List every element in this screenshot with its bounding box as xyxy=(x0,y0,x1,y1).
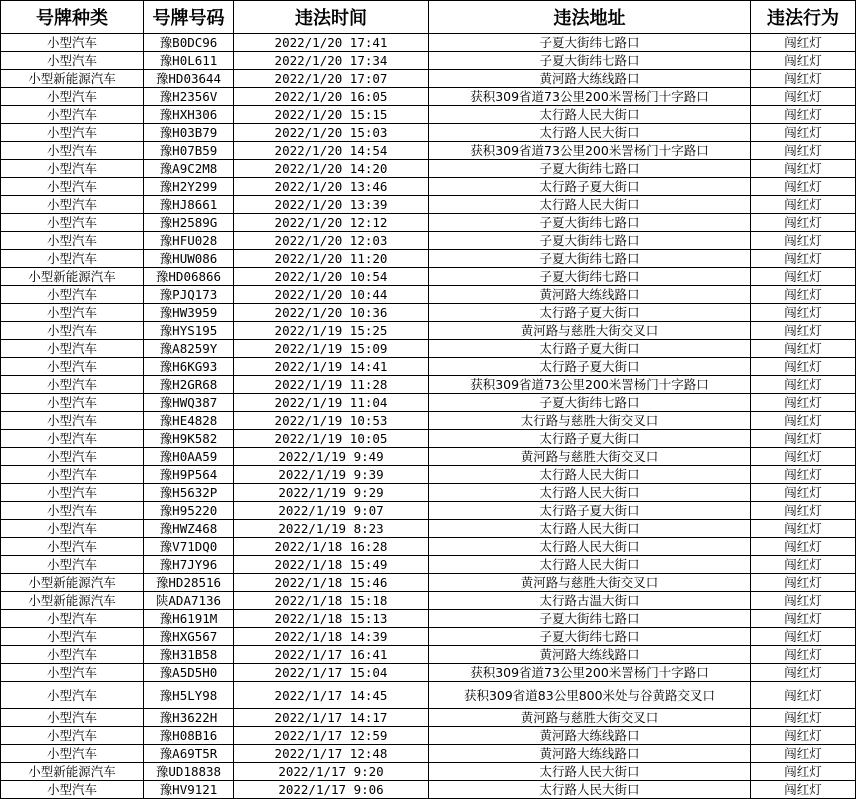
cell-violation-time[interactable]: 2022/1/20 11:20 xyxy=(234,250,429,268)
cell-violation-address[interactable]: 子夏大街纬七路口 xyxy=(429,250,751,268)
cell-violation-address[interactable]: 太行路人民大街口 xyxy=(429,484,751,502)
cell-plate-number[interactable]: 豫HUW086 xyxy=(144,250,234,268)
cell-plate-type[interactable]: 小型汽车 xyxy=(1,160,144,178)
table-row[interactable] xyxy=(1,52,856,70)
cell-plate-number[interactable]: 豫H03B79 xyxy=(144,124,234,142)
cell-violation-behavior[interactable]: 闯红灯 xyxy=(751,52,856,70)
table-row[interactable] xyxy=(1,340,856,358)
cell-plate-type[interactable]: 小型汽车 xyxy=(1,628,144,646)
cell-plate-type[interactable]: 小型汽车 xyxy=(1,232,144,250)
cell-plate-number[interactable]: 豫HXH306 xyxy=(144,106,234,124)
cell-violation-behavior[interactable]: 闯红灯 xyxy=(751,232,856,250)
cell-violation-address[interactable]: 黄河路与慈胜大街交叉口 xyxy=(429,448,751,466)
cell-plate-type[interactable]: 小型汽车 xyxy=(1,556,144,574)
cell-violation-behavior[interactable]: 闯红灯 xyxy=(751,466,856,484)
cell-plate-type[interactable]: 小型汽车 xyxy=(1,466,144,484)
cell-violation-behavior[interactable]: 闯红灯 xyxy=(751,304,856,322)
cell-plate-type[interactable]: 小型汽车 xyxy=(1,340,144,358)
cell-violation-behavior[interactable]: 闯红灯 xyxy=(751,610,856,628)
cell-plate-type[interactable]: 小型汽车 xyxy=(1,430,144,448)
table-row[interactable] xyxy=(1,430,856,448)
cell-violation-address[interactable]: 太行路人民大街口 xyxy=(429,466,751,484)
table-row[interactable] xyxy=(1,763,856,781)
table-row[interactable] xyxy=(1,304,856,322)
cell-violation-time[interactable]: 2022/1/18 15:13 xyxy=(234,610,429,628)
cell-violation-behavior[interactable]: 闯红灯 xyxy=(751,322,856,340)
table-row[interactable] xyxy=(1,70,856,88)
cell-plate-type[interactable]: 小型汽车 xyxy=(1,412,144,430)
cell-violation-address[interactable]: 子夏大街纬七路口 xyxy=(429,628,751,646)
cell-plate-number[interactable]: 豫HXG567 xyxy=(144,628,234,646)
cell-plate-type[interactable]: 小型汽车 xyxy=(1,646,144,664)
cell-plate-number[interactable]: 豫PJQ173 xyxy=(144,286,234,304)
table-row[interactable] xyxy=(1,610,856,628)
cell-violation-address[interactable]: 黄河路大练线路口 xyxy=(429,70,751,88)
cell-plate-number[interactable]: 豫H6191M xyxy=(144,610,234,628)
cell-violation-time[interactable]: 2022/1/19 9:07 xyxy=(234,502,429,520)
cell-violation-time[interactable]: 2022/1/19 15:09 xyxy=(234,340,429,358)
cell-violation-behavior[interactable]: 闯红灯 xyxy=(751,142,856,160)
cell-violation-time[interactable]: 2022/1/20 14:54 xyxy=(234,142,429,160)
cell-violation-time[interactable]: 2022/1/19 10:05 xyxy=(234,430,429,448)
cell-plate-number[interactable]: 豫UD18838 xyxy=(144,763,234,781)
table-row[interactable] xyxy=(1,124,856,142)
table-row[interactable] xyxy=(1,745,856,763)
table-row[interactable] xyxy=(1,664,856,682)
cell-plate-number[interactable]: 豫HWQ387 xyxy=(144,394,234,412)
cell-violation-address[interactable]: 黄河路大练线路口 xyxy=(429,727,751,745)
cell-violation-behavior[interactable]: 闯红灯 xyxy=(751,628,856,646)
cell-violation-behavior[interactable]: 闯红灯 xyxy=(751,682,856,709)
cell-violation-time[interactable]: 2022/1/20 12:12 xyxy=(234,214,429,232)
cell-violation-time[interactable]: 2022/1/19 14:41 xyxy=(234,358,429,376)
cell-plate-type[interactable]: 小型新能源汽车 xyxy=(1,574,144,592)
cell-violation-behavior[interactable]: 闯红灯 xyxy=(751,664,856,682)
cell-violation-behavior[interactable]: 闯红灯 xyxy=(751,412,856,430)
cell-violation-behavior[interactable]: 闯红灯 xyxy=(751,178,856,196)
cell-plate-number[interactable]: 豫H6KG93 xyxy=(144,358,234,376)
cell-plate-number[interactable]: 豫A8259Y xyxy=(144,340,234,358)
table-row[interactable] xyxy=(1,376,856,394)
cell-violation-behavior[interactable]: 闯红灯 xyxy=(751,709,856,727)
cell-violation-time[interactable]: 2022/1/17 15:04 xyxy=(234,664,429,682)
cell-violation-time[interactable]: 2022/1/20 14:20 xyxy=(234,160,429,178)
cell-violation-time[interactable]: 2022/1/18 14:39 xyxy=(234,628,429,646)
cell-violation-time[interactable]: 2022/1/20 10:54 xyxy=(234,268,429,286)
table-row[interactable] xyxy=(1,628,856,646)
cell-violation-address[interactable]: 黄河路大练线路口 xyxy=(429,286,751,304)
cell-plate-number[interactable]: 豫HD28516 xyxy=(144,574,234,592)
cell-violation-time[interactable]: 2022/1/17 9:20 xyxy=(234,763,429,781)
cell-plate-type[interactable]: 小型汽车 xyxy=(1,682,144,709)
cell-violation-time[interactable]: 2022/1/17 16:41 xyxy=(234,646,429,664)
cell-plate-number[interactable]: 豫H31B58 xyxy=(144,646,234,664)
cell-plate-number[interactable]: 豫H0L611 xyxy=(144,52,234,70)
cell-plate-type[interactable]: 小型汽车 xyxy=(1,394,144,412)
cell-violation-address[interactable]: 太行路人民大街口 xyxy=(429,196,751,214)
table-row[interactable] xyxy=(1,781,856,799)
table-row[interactable] xyxy=(1,196,856,214)
cell-violation-address[interactable]: 太行路人民大街口 xyxy=(429,106,751,124)
table-row[interactable] xyxy=(1,268,856,286)
cell-violation-behavior[interactable]: 闯红灯 xyxy=(751,268,856,286)
cell-violation-behavior[interactable]: 闯红灯 xyxy=(751,763,856,781)
table-row[interactable] xyxy=(1,106,856,124)
cell-plate-number[interactable]: 豫A5D5H0 xyxy=(144,664,234,682)
cell-plate-number[interactable]: 豫HFU028 xyxy=(144,232,234,250)
cell-plate-type[interactable]: 小型汽车 xyxy=(1,484,144,502)
table-row[interactable] xyxy=(1,502,856,520)
cell-violation-address[interactable]: 子夏大街纬七路口 xyxy=(429,268,751,286)
cell-violation-address[interactable]: 子夏大街纬七路口 xyxy=(429,52,751,70)
cell-plate-type[interactable]: 小型汽车 xyxy=(1,322,144,340)
cell-violation-address[interactable]: 太行路子夏大街口 xyxy=(429,502,751,520)
cell-violation-time[interactable]: 2022/1/20 15:15 xyxy=(234,106,429,124)
cell-violation-behavior[interactable]: 闯红灯 xyxy=(751,448,856,466)
cell-violation-behavior[interactable]: 闯红灯 xyxy=(751,88,856,106)
cell-violation-behavior[interactable]: 闯红灯 xyxy=(751,358,856,376)
cell-violation-time[interactable]: 2022/1/20 10:36 xyxy=(234,304,429,322)
cell-plate-type[interactable]: 小型汽车 xyxy=(1,214,144,232)
cell-violation-time[interactable]: 2022/1/17 14:45 xyxy=(234,682,429,709)
table-row[interactable] xyxy=(1,682,856,709)
cell-plate-type[interactable]: 小型汽车 xyxy=(1,52,144,70)
cell-plate-type[interactable]: 小型汽车 xyxy=(1,745,144,763)
cell-violation-time[interactable]: 2022/1/19 9:49 xyxy=(234,448,429,466)
cell-violation-address[interactable]: 黄河路与慈胜大街交叉口 xyxy=(429,322,751,340)
cell-violation-behavior[interactable]: 闯红灯 xyxy=(751,574,856,592)
cell-violation-time[interactable]: 2022/1/20 15:03 xyxy=(234,124,429,142)
cell-violation-behavior[interactable]: 闯红灯 xyxy=(751,106,856,124)
cell-violation-behavior[interactable]: 闯红灯 xyxy=(751,781,856,799)
cell-violation-address[interactable]: 太行路子夏大街口 xyxy=(429,178,751,196)
cell-violation-time[interactable]: 2022/1/19 10:53 xyxy=(234,412,429,430)
cell-plate-number[interactable]: 陕ADA7136 xyxy=(144,592,234,610)
cell-plate-number[interactable]: 豫HWZ468 xyxy=(144,520,234,538)
cell-violation-time[interactable]: 2022/1/19 11:28 xyxy=(234,376,429,394)
cell-violation-address[interactable]: 太行路子夏大街口 xyxy=(429,430,751,448)
cell-plate-type[interactable]: 小型新能源汽车 xyxy=(1,268,144,286)
cell-plate-type[interactable]: 小型汽车 xyxy=(1,781,144,799)
cell-plate-number[interactable]: 豫H9P564 xyxy=(144,466,234,484)
cell-plate-type[interactable]: 小型汽车 xyxy=(1,727,144,745)
cell-plate-number[interactable]: 豫HD06866 xyxy=(144,268,234,286)
cell-violation-time[interactable]: 2022/1/17 9:06 xyxy=(234,781,429,799)
cell-violation-time[interactable]: 2022/1/18 15:49 xyxy=(234,556,429,574)
header-plate-number[interactable]: 号牌号码 xyxy=(144,1,234,34)
cell-violation-address[interactable]: 太行路子夏大街口 xyxy=(429,340,751,358)
table-row[interactable] xyxy=(1,727,856,745)
cell-violation-address[interactable]: 太行路人民大街口 xyxy=(429,781,751,799)
cell-violation-time[interactable]: 2022/1/18 15:18 xyxy=(234,592,429,610)
cell-violation-address[interactable]: 太行路子夏大街口 xyxy=(429,304,751,322)
table-row[interactable] xyxy=(1,322,856,340)
cell-violation-behavior[interactable]: 闯红灯 xyxy=(751,538,856,556)
cell-violation-address[interactable]: 黄河路与慈胜大街交叉口 xyxy=(429,709,751,727)
cell-violation-address[interactable]: 太行路子夏大街口 xyxy=(429,358,751,376)
cell-violation-time[interactable]: 2022/1/17 12:59 xyxy=(234,727,429,745)
cell-violation-behavior[interactable]: 闯红灯 xyxy=(751,502,856,520)
cell-violation-behavior[interactable]: 闯红灯 xyxy=(751,727,856,745)
cell-violation-behavior[interactable]: 闯红灯 xyxy=(751,376,856,394)
cell-plate-number[interactable]: 豫HW3959 xyxy=(144,304,234,322)
cell-violation-time[interactable]: 2022/1/17 14:17 xyxy=(234,709,429,727)
cell-plate-type[interactable]: 小型汽车 xyxy=(1,286,144,304)
table-row[interactable] xyxy=(1,214,856,232)
table-row[interactable] xyxy=(1,88,856,106)
cell-violation-address[interactable]: 太行路与慈胜大街交叉口 xyxy=(429,412,751,430)
cell-violation-address[interactable]: 太行路人民大街口 xyxy=(429,538,751,556)
cell-plate-type[interactable]: 小型汽车 xyxy=(1,304,144,322)
cell-violation-behavior[interactable]: 闯红灯 xyxy=(751,394,856,412)
cell-plate-type[interactable]: 小型汽车 xyxy=(1,124,144,142)
cell-violation-time[interactable]: 2022/1/19 15:25 xyxy=(234,322,429,340)
table-row[interactable] xyxy=(1,574,856,592)
cell-plate-type[interactable]: 小型汽车 xyxy=(1,376,144,394)
table-row[interactable] xyxy=(1,142,856,160)
cell-plate-number[interactable]: 豫H08B16 xyxy=(144,727,234,745)
cell-violation-time[interactable]: 2022/1/20 17:07 xyxy=(234,70,429,88)
table-row[interactable] xyxy=(1,709,856,727)
cell-violation-address[interactable]: 黄河路与慈胜大街交叉口 xyxy=(429,574,751,592)
cell-plate-number[interactable]: 豫H2GR68 xyxy=(144,376,234,394)
cell-violation-time[interactable]: 2022/1/20 10:44 xyxy=(234,286,429,304)
header-violation-address[interactable]: 违法地址 xyxy=(429,1,751,34)
cell-plate-type[interactable]: 小型汽车 xyxy=(1,34,144,52)
cell-plate-number[interactable]: 豫H07B59 xyxy=(144,142,234,160)
cell-violation-address[interactable]: 黄河路大练线路口 xyxy=(429,646,751,664)
cell-plate-number[interactable]: 豫H7JY96 xyxy=(144,556,234,574)
cell-plate-type[interactable]: 小型汽车 xyxy=(1,358,144,376)
cell-violation-address[interactable]: 子夏大街纬七路口 xyxy=(429,394,751,412)
cell-violation-time[interactable]: 2022/1/20 13:46 xyxy=(234,178,429,196)
cell-violation-address[interactable]: 子夏大街纬七路口 xyxy=(429,610,751,628)
table-row[interactable] xyxy=(1,394,856,412)
table-row[interactable] xyxy=(1,160,856,178)
cell-plate-number[interactable]: 豫H2Y299 xyxy=(144,178,234,196)
header-violation-behavior[interactable]: 违法行为 xyxy=(751,1,856,34)
cell-plate-type[interactable]: 小型汽车 xyxy=(1,520,144,538)
table-row[interactable] xyxy=(1,448,856,466)
table-row[interactable] xyxy=(1,286,856,304)
header-row xyxy=(1,1,856,34)
cell-plate-number[interactable]: 豫A9C2M8 xyxy=(144,160,234,178)
cell-violation-behavior[interactable]: 闯红灯 xyxy=(751,34,856,52)
cell-plate-number[interactable]: 豫HV9121 xyxy=(144,781,234,799)
table-row[interactable] xyxy=(1,250,856,268)
table-row[interactable] xyxy=(1,556,856,574)
cell-plate-type[interactable]: 小型汽车 xyxy=(1,538,144,556)
cell-plate-type[interactable]: 小型汽车 xyxy=(1,610,144,628)
cell-plate-number[interactable]: 豫HD03644 xyxy=(144,70,234,88)
cell-violation-behavior[interactable]: 闯红灯 xyxy=(751,646,856,664)
cell-plate-number[interactable]: 豫H5LY98 xyxy=(144,682,234,709)
cell-plate-type[interactable]: 小型汽车 xyxy=(1,196,144,214)
cell-plate-type[interactable]: 小型汽车 xyxy=(1,250,144,268)
cell-plate-number[interactable]: 豫HJ8661 xyxy=(144,196,234,214)
cell-violation-behavior[interactable]: 闯红灯 xyxy=(751,250,856,268)
cell-plate-type[interactable]: 小型汽车 xyxy=(1,709,144,727)
cell-plate-number[interactable]: 豫A69T5R xyxy=(144,745,234,763)
table-row[interactable] xyxy=(1,538,856,556)
cell-violation-time[interactable]: 2022/1/20 13:39 xyxy=(234,196,429,214)
cell-violation-behavior[interactable]: 闯红灯 xyxy=(751,124,856,142)
cell-violation-time[interactable]: 2022/1/19 8:23 xyxy=(234,520,429,538)
cell-violation-time[interactable]: 2022/1/20 17:34 xyxy=(234,52,429,70)
table-row[interactable] xyxy=(1,34,856,52)
cell-violation-address[interactable]: 太行路古温大街口 xyxy=(429,592,751,610)
cell-plate-type[interactable]: 小型新能源汽车 xyxy=(1,592,144,610)
table-row[interactable] xyxy=(1,592,856,610)
cell-violation-behavior[interactable]: 闯红灯 xyxy=(751,430,856,448)
cell-violation-behavior[interactable]: 闯红灯 xyxy=(751,592,856,610)
cell-plate-number[interactable]: 豫HYS195 xyxy=(144,322,234,340)
table-body xyxy=(1,34,856,799)
cell-violation-address[interactable]: 获积309省道73公里200米詈杨门十字路口 xyxy=(429,376,751,394)
table-row[interactable] xyxy=(1,520,856,538)
cell-plate-number[interactable]: 豫H95220 xyxy=(144,502,234,520)
cell-plate-type[interactable]: 小型汽车 xyxy=(1,664,144,682)
cell-violation-time[interactable]: 2022/1/18 15:46 xyxy=(234,574,429,592)
cell-plate-number[interactable]: 豫H0AA59 xyxy=(144,448,234,466)
cell-plate-number[interactable]: 豫H3622H xyxy=(144,709,234,727)
cell-plate-type[interactable]: 小型汽车 xyxy=(1,106,144,124)
table-row[interactable] xyxy=(1,232,856,250)
cell-plate-type[interactable]: 小型汽车 xyxy=(1,448,144,466)
cell-violation-time[interactable]: 2022/1/17 12:48 xyxy=(234,745,429,763)
cell-plate-type[interactable]: 小型新能源汽车 xyxy=(1,763,144,781)
cell-plate-type[interactable]: 小型新能源汽车 xyxy=(1,70,144,88)
cell-violation-behavior[interactable]: 闯红灯 xyxy=(751,340,856,358)
cell-plate-type[interactable]: 小型汽车 xyxy=(1,88,144,106)
header-violation-time[interactable]: 违法时间 xyxy=(234,1,429,34)
cell-plate-number[interactable]: 豫HE4828 xyxy=(144,412,234,430)
cell-plate-type[interactable]: 小型汽车 xyxy=(1,178,144,196)
cell-violation-address[interactable]: 获积309省道83公里800米处与谷黄路交叉口 xyxy=(429,682,751,709)
header-plate-type[interactable]: 号牌种类 xyxy=(1,1,144,34)
cell-violation-address[interactable]: 获积309省道73公里200米詈杨门十字路口 xyxy=(429,142,751,160)
cell-violation-behavior[interactable]: 闯红灯 xyxy=(751,556,856,574)
cell-violation-time[interactable]: 2022/1/20 17:41 xyxy=(234,34,429,52)
cell-violation-time[interactable]: 2022/1/20 16:05 xyxy=(234,88,429,106)
cell-plate-number[interactable]: 豫V71DQ0 xyxy=(144,538,234,556)
cell-plate-number[interactable]: 豫H9K582 xyxy=(144,430,234,448)
cell-plate-type[interactable]: 小型汽车 xyxy=(1,142,144,160)
cell-violation-behavior[interactable]: 闯红灯 xyxy=(751,286,856,304)
cell-violation-behavior[interactable]: 闯红灯 xyxy=(751,160,856,178)
table-row[interactable] xyxy=(1,178,856,196)
cell-plate-number[interactable]: 豫H2356V xyxy=(144,88,234,106)
cell-violation-address[interactable]: 子夏大街纬七路口 xyxy=(429,160,751,178)
cell-violation-address[interactable]: 太行路人民大街口 xyxy=(429,763,751,781)
table-row[interactable] xyxy=(1,646,856,664)
cell-violation-address[interactable]: 黄河路大练线路口 xyxy=(429,745,751,763)
cell-violation-behavior[interactable]: 闯红灯 xyxy=(751,520,856,538)
cell-plate-type[interactable]: 小型汽车 xyxy=(1,502,144,520)
table-row[interactable] xyxy=(1,358,856,376)
cell-violation-behavior[interactable]: 闯红灯 xyxy=(751,214,856,232)
cell-plate-number[interactable]: 豫B0DC96 xyxy=(144,34,234,52)
cell-violation-time[interactable]: 2022/1/19 11:04 xyxy=(234,394,429,412)
table-row[interactable] xyxy=(1,484,856,502)
cell-violation-behavior[interactable]: 闯红灯 xyxy=(751,484,856,502)
table-row[interactable] xyxy=(1,466,856,484)
cell-violation-address[interactable]: 获积309省道73公里200米詈杨门十字路口 xyxy=(429,88,751,106)
cell-plate-number[interactable]: 豫H2589G xyxy=(144,214,234,232)
cell-violation-address[interactable]: 太行路人民大街口 xyxy=(429,520,751,538)
cell-violation-address[interactable]: 获积309省道73公里200米詈杨门十字路口 xyxy=(429,664,751,682)
cell-violation-time[interactable]: 2022/1/19 9:39 xyxy=(234,466,429,484)
table-row[interactable] xyxy=(1,412,856,430)
cell-violation-address[interactable]: 子夏大街纬七路口 xyxy=(429,214,751,232)
cell-violation-address[interactable]: 子夏大街纬七路口 xyxy=(429,232,751,250)
cell-violation-behavior[interactable]: 闯红灯 xyxy=(751,70,856,88)
cell-violation-address[interactable]: 太行路人民大街口 xyxy=(429,556,751,574)
cell-violation-time[interactable]: 2022/1/19 9:29 xyxy=(234,484,429,502)
cell-violation-address[interactable]: 子夏大街纬七路口 xyxy=(429,34,751,52)
cell-violation-address[interactable]: 太行路人民大街口 xyxy=(429,124,751,142)
cell-violation-time[interactable]: 2022/1/20 12:03 xyxy=(234,232,429,250)
cell-plate-number[interactable]: 豫H5632P xyxy=(144,484,234,502)
cell-violation-behavior[interactable]: 闯红灯 xyxy=(751,745,856,763)
cell-violation-time[interactable]: 2022/1/18 16:28 xyxy=(234,538,429,556)
cell-violation-behavior[interactable]: 闯红灯 xyxy=(751,196,856,214)
